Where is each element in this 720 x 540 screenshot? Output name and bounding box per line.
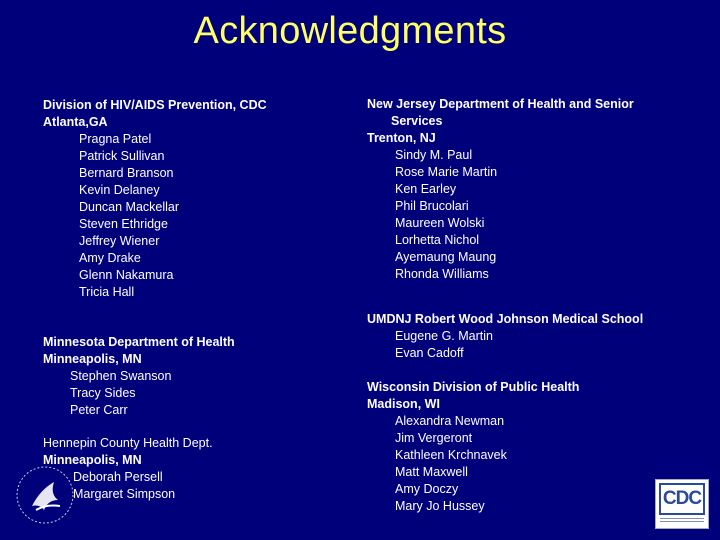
name-list — [367, 413, 579, 515]
cdc-logo — [655, 479, 709, 529]
person-name: Margaret Simpson — [73, 487, 176, 501]
person-name: Sindy M. Paul — [395, 148, 473, 162]
person-name: Tracy Sides — [70, 386, 136, 400]
name-list — [43, 131, 267, 301]
person-name: Jim Vergeront — [395, 431, 473, 445]
nj-block — [367, 96, 634, 283]
person-name: Patrick Sullivan — [79, 149, 165, 163]
person-name: Lorhetta Nichol — [395, 233, 480, 247]
page-title: Acknowledgments — [193, 10, 507, 52]
person-name: Kathleen Krchnavek — [395, 448, 507, 462]
org-heading: New Jersey Department of Health and Senior — [367, 97, 634, 111]
org-location: Minneapolis, MN — [43, 352, 142, 366]
mn-block — [43, 334, 235, 419]
person-name: Amy Doczy — [395, 482, 459, 496]
person-name: Bernard Branson — [79, 166, 174, 180]
person-name: Ken Earley — [395, 182, 457, 196]
org-location: Trenton, NJ — [367, 131, 436, 145]
person-name: Rhonda Williams — [395, 267, 489, 281]
org-location: Atlanta,GA — [43, 115, 108, 129]
person-name: Stephen Swanson — [70, 369, 172, 383]
cdc-block — [43, 97, 267, 301]
org-heading: Wisconsin Division of Public Health — [367, 380, 580, 394]
person-name: Jeffrey Wiener — [79, 234, 160, 248]
org-location: Madison, WI — [367, 397, 440, 411]
person-name: Amy Drake — [79, 251, 141, 265]
org-location: Minneapolis, MN — [43, 453, 142, 467]
umdnj-block — [367, 311, 643, 362]
person-name: Mary Jo Hussey — [395, 499, 485, 513]
person-name: Alexandra Newman — [395, 414, 505, 428]
name-list — [43, 368, 235, 419]
person-name: Peter Carr — [70, 403, 128, 417]
wi-block — [367, 379, 579, 515]
org-heading: Hennepin County Health Dept. — [43, 436, 213, 450]
person-name: Maureen Wolski — [395, 216, 485, 230]
name-list — [367, 328, 643, 362]
person-name: Steven Ethridge — [79, 217, 168, 231]
person-name: Matt Maxwell — [395, 465, 468, 479]
person-name: Ayemaung Maung — [395, 250, 497, 264]
person-name: Kevin Delaney — [79, 183, 160, 197]
cdc-logo-subtext — [660, 518, 704, 526]
org-heading: Minnesota Department of Health — [43, 335, 235, 349]
person-name: Eugene G. Martin — [395, 329, 493, 343]
org-heading-continued: Services — [391, 114, 443, 128]
name-list — [367, 147, 634, 283]
person-name: Glenn Nakamura — [79, 268, 174, 282]
person-name: Tricia Hall — [79, 285, 135, 299]
person-name: Rose Marie Martin — [395, 165, 498, 179]
person-name: Deborah Persell — [73, 470, 163, 484]
hhs-seal-logo — [10, 460, 80, 530]
org-heading: UMDNJ Robert Wood Johnson Medical School — [367, 312, 644, 326]
person-name: Evan Cadoff — [395, 346, 464, 360]
person-name: Phil Brucolari — [395, 199, 469, 213]
org-heading: Division of HIV/AIDS Prevention, CDC — [43, 98, 267, 112]
cdc-logo-text: CDC — [659, 483, 705, 515]
person-name: Duncan Mackellar — [79, 200, 180, 214]
person-name: Pragna Patel — [79, 132, 152, 146]
